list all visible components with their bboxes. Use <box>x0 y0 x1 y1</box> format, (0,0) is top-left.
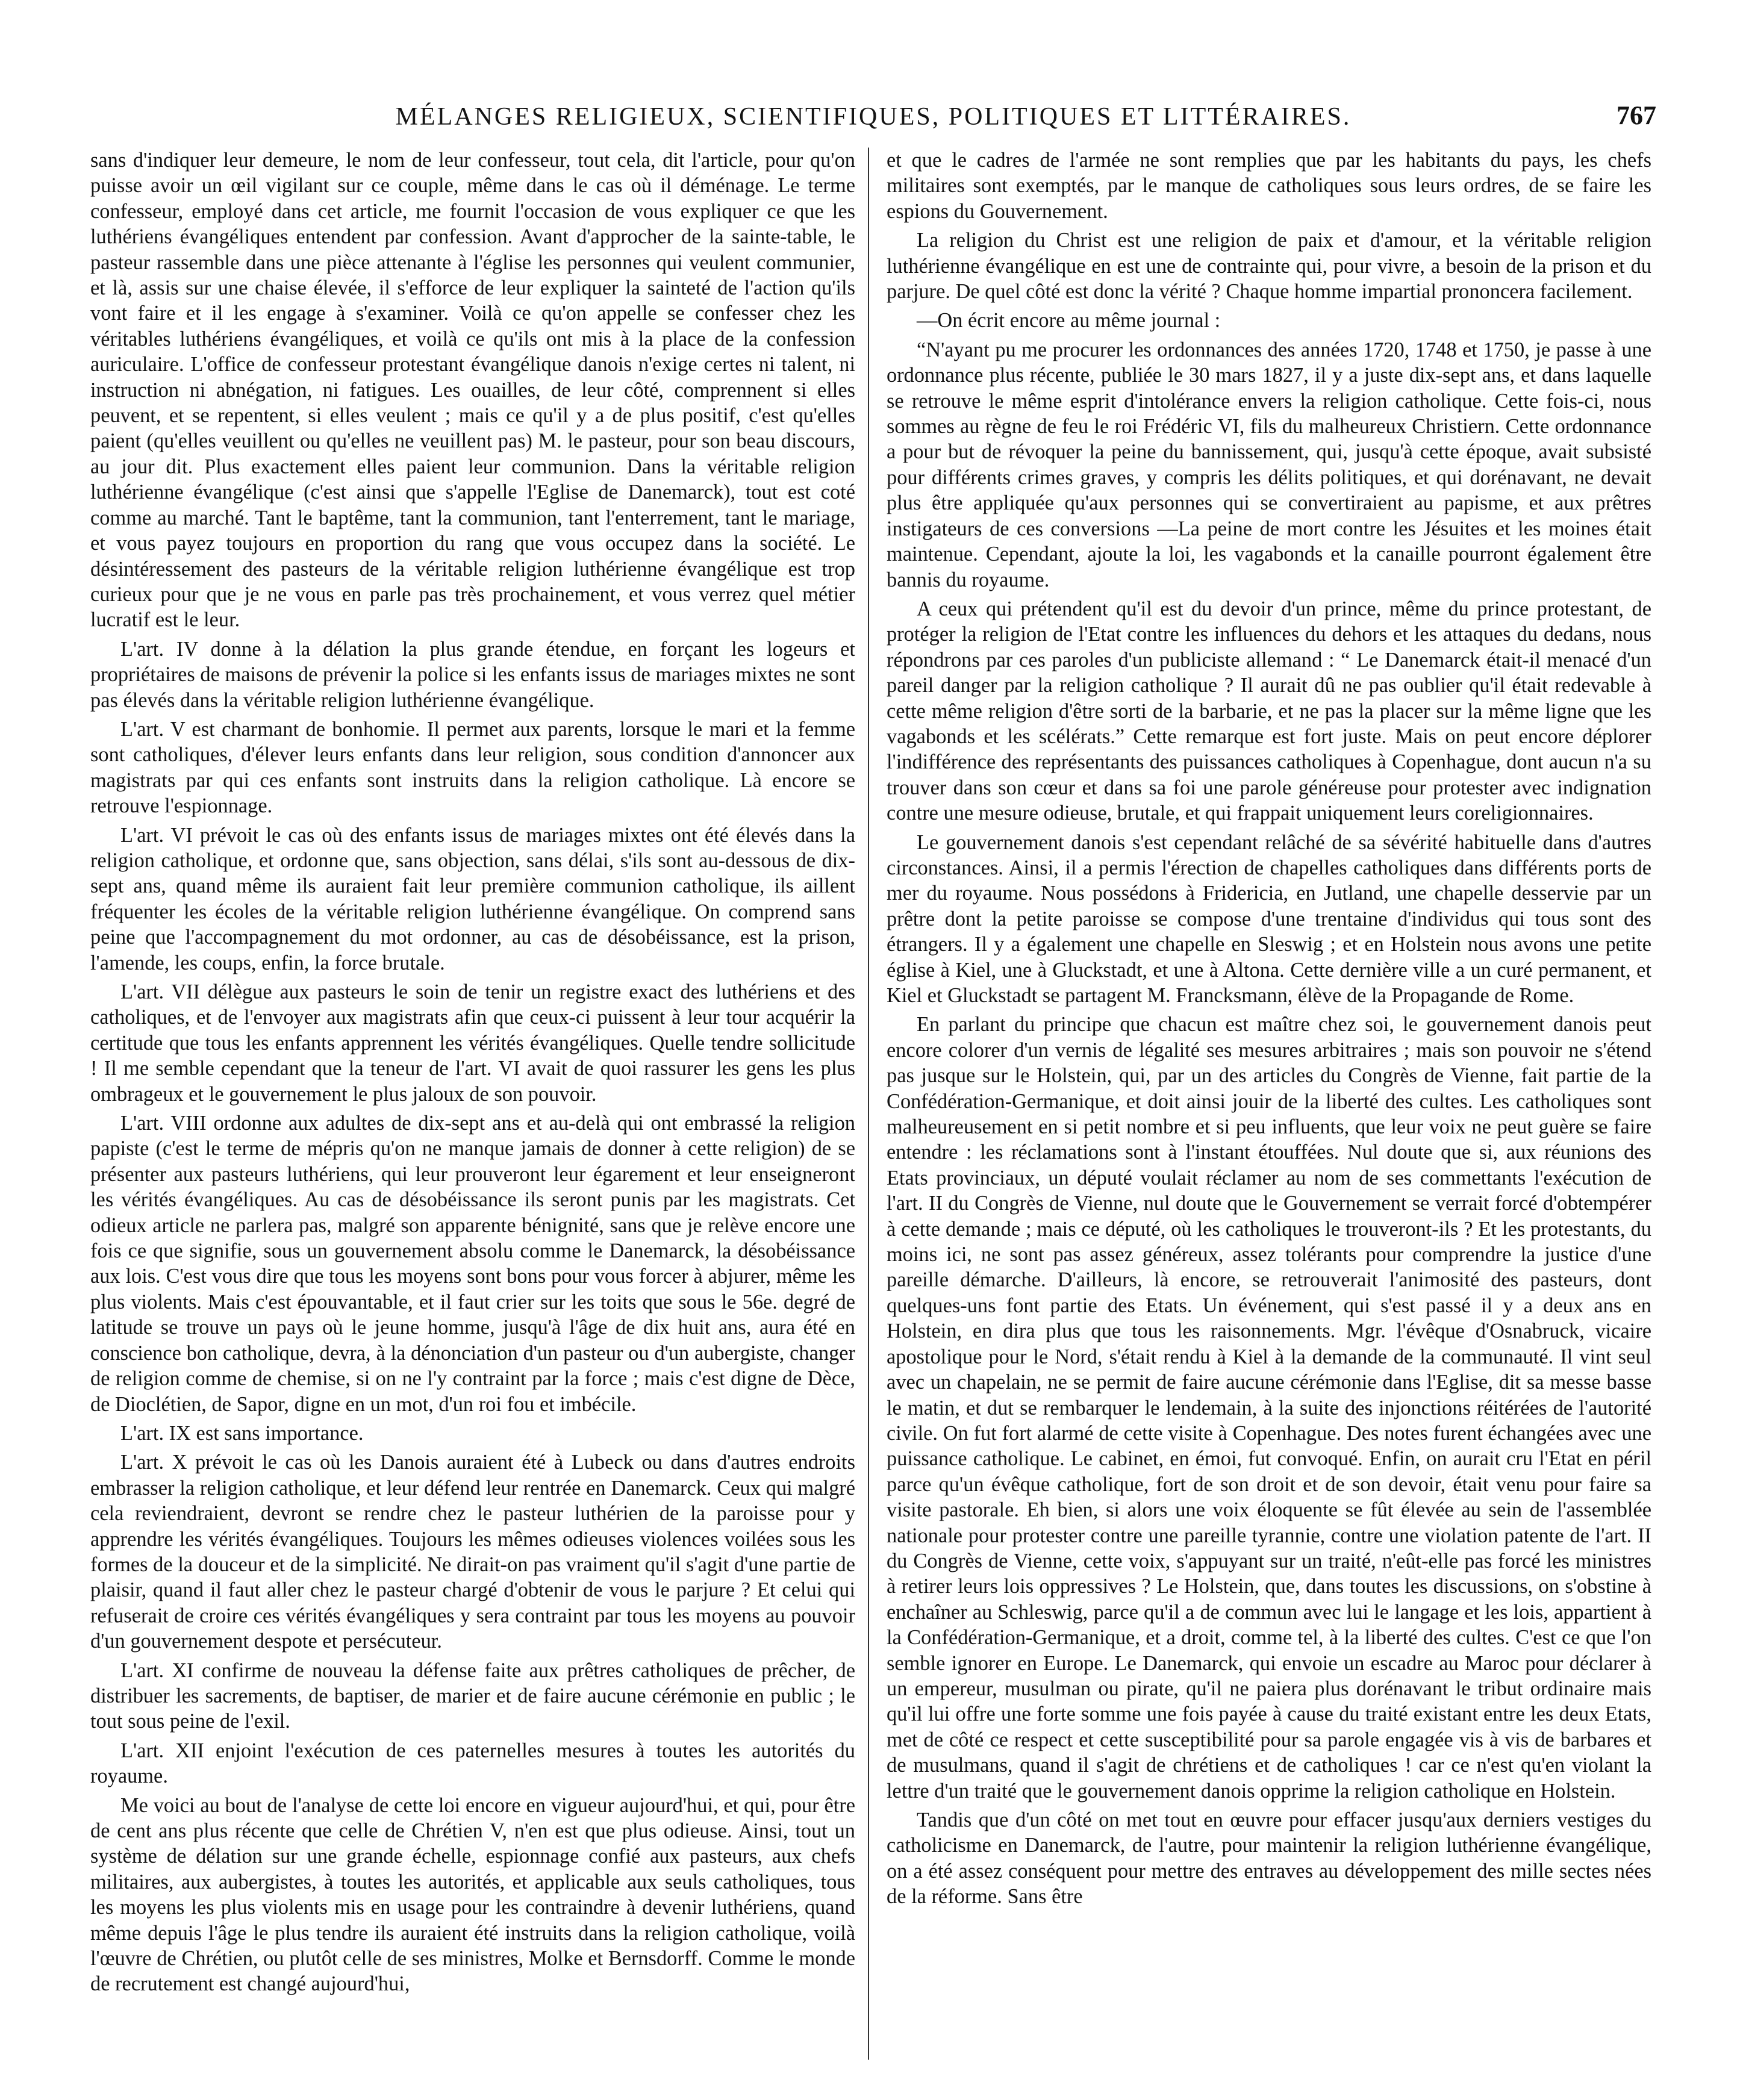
left-column <box>90 148 855 2060</box>
paragraph: L'art. XII enjoint l'exécution de ces paternelles mesures à toutes les autorités du royaume. <box>90 1739 855 1788</box>
right-column <box>887 148 1651 2060</box>
paragraph: La religion du Christ est une religion de paix et d'amour, et la véritable religion luthérienne évangélique en est une de contrainte qui, pour vivre, a besoin de la prison et du parjure. De quel côté est donc la vérité ? Chaque homme impartial prononcera facilement. <box>887 229 1651 304</box>
paragraph: L'art. VIII ordonne aux adultes de dix-sept ans et au-delà qui ont embrassé la religion papiste (c'est le terme de mépris qu'on ne manque jamais de donner à cette religion) de se présenter aux pasteurs luthériens, qui leur prouveront leur égarement et leur enseigneront les vérités évangéliques. Au cas de désobéissance ils seront punis par les magistrats. Cet odieux article ne parlera pas, malgré son apparente bénignité, sans que je relève encore une fois ce que signifie, sous un gouvernement absolu comme le Danemarck, la désobéissance aux lois. C'est vous dire que tous les moyens sont bons pour vous forcer à abjurer, même les plus violents. Mais c'est épouvantable, et il faut crier sur les toits que sous le 56e. degré de latitude se trouve un pays où le jeune homme, jusqu'à l'âge de dix huit ans, aura été en conscience bon catholique, devra, à la dénonciation d'un pasteur ou d'un aubergiste, changer de religion comme de chemise, si on ne l'y contraint par la force ; mais c'est digne de Dèce, de Dioclétien, de Sapor, digne en un mot, d'un roi fou et imbécile. <box>90 1112 855 1416</box>
page-number: 767 <box>1617 101 1656 130</box>
paragraph: L'art. IX est sans importance. <box>120 1421 364 1445</box>
running-title: MÉLANGES RELIGIEUX, SCIENTIFIQUES, POLITIQUES ET LITTÉRAIRES. <box>395 103 1352 131</box>
paragraph: L'art. V est charmant de bonhomie. Il permet aux parents, lorsque le mari et la femme sont catholiques, d'élever leurs enfants dans leur religion, sous condition d'annoncer aux magistrats par qui ces enfants sont instruits dans la religion catholique. Là encore se retrouve l'espionnage. <box>90 717 855 818</box>
paragraph: L'art. X prévoit le cas où les Danois auraient été à Lubeck ou dans d'autres endroits embrasser la religion catholique, et leur défend leur rentrée en Danemarck. Ceux qui malgré cela reviendraient, devront se rendre chez le pasteur luthérien de la paroisse pour y apprendre les vérités évangéliques. Toujours les mêmes odieuses violences voilées sous les formes de la douceur et de la simplicité. Ne dirait-on pas vraiment qu'il s'agit d'une partie de plaisir, quand il faut aller chez le pasteur chargé d'obtenir de vous le parjure ? Et celui qui refuserait de croire ces vérités évangéliques y sera contraint par tous les moyens au pouvoir d'un gouvernement despote et persécuteur. <box>90 1451 855 1653</box>
paragraph: sans d'indiquer leur demeure, le nom de leur confesseur, tout cela, dit l'article, pour qu'on puisse avoir un œil vigilant sur ce couple, même dans le cas où il déménage. Le terme confesseur, employé dans cet article, me fournit l'occasion de vous expliquer ce que les luthériens évangéliques entendent par confession. Avant d'approcher de la sainte-table, le pasteur rassemble dans une pièce attenante à l'église les personnes qui veulent communier, et là, assis sur une chaise élevée, il s'efforce de leur expliquer la sainteté de l'action qu'ils vont faire et il les engage à s'examiner. Voilà ce qu'on appelle se confesser chez les véritables luthériens évangéliques, et voilà ce qu'ils ont mis à la place de la confession auriculaire. L'office de confesseur protestant évangélique danois n'exige certes ni talent, ni instruction ni abnégation, ni fatigues. Les ouailles, de leur côté, comprennent si elles peuvent, et se repentent, si elles veulent ; mais ce qu'il y a de plus positif, c'est qu'elles paient (qu'elles veuillent ou qu'elles ne veuillent pas) M. le pasteur, pour son beau discours, au jour dit. Plus exactement elles paient leur communion. Dans la véritable religion luthérienne évangélique (c'est ainsi que s'appelle l'Eglise de Danemarck), tout est coté comme au marché. Tant le baptême, tant la communion, tant l'enterrement, tant le mariage, et vous payez toujours en proportion du rang que vous occupez dans la société. Le désintéressement des pasteurs de la véritable religion luthérienne évangélique est trop curieux pour que je ne vous en parle pas très prochainement, et vous verrez quel métier lucratif est le leur. <box>90 149 855 632</box>
paragraph: L'art. VII délègue aux pasteurs le soin de tenir un registre exact des luthériens et des catholiques, et de l'envoyer aux magistrats afin que ceux-ci puissent à leur tour acquérir la certitude que tous les enfants apprennent les vérités évangéliques. Quelle tendre sollicitude ! Il me semble cependant que la teneur de l'art. VI avait de quoi rassurer les gens les plus ombrageux et le gouvernement le plus jaloux de son pouvoir. <box>90 980 855 1106</box>
paragraph: En parlant du principe que chacun est maître chez soi, le gouvernement danois peut encore colorer d'un vernis de légalité ses mesures arbitraires ; mais son pouvoir ne s'étend pas jusque sur le Holstein, qui, par un des articles du Congrès de Vienne, fait partie de la Confédération-Germanique, et doit ainsi jouir de la liberté des cultes. Les catholiques sont malheureusement en si petit nombre et si peu influents, que leur voix ne peut guère se faire entendre : les réclamations sont à l'instant étouffées. Nul doute que si, aux réunions des Etats provinciaux, un député voulait réclamer au nom de ses commettants l'exécution de l'art. II du Congrès de Vienne, nul doute que le Gouvernement se verrait forcé d'obtempérer à cette demande ; mais ce député, où les catholiques le trouveront-ils ? Et les protestants, du moins ici, ne sont pas assez généreux, assez tolérants pour comprendre la justice d'une pareille démarche. D'ailleurs, là encore, se retrouverait l'animosité des pasteurs, dont quelques-uns font partie des Etats. Un événement, qui s'est passé il y a deux ans en Holstein, en dira plus que tous les raisonnements. Mgr. l'évêque d'Osnabruck, vicaire apostolique pour le Nord, s'était rendu à Kiel à la demande de la communauté. Il vint seul avec un chapelain, ne se permit de faire aucune cérémonie dans l'Eglise, dit sa messe basse le matin, et dut se rembarquer le lendemain, à la suite des injonctions réitérées de l'autorité civile. On fut fort alarmé de cette visite à Copenhague. Des notes furent échangées avec une puissance catholique. Le cabinet, en émoi, fut convoqué. Enfin, on aurait cru l'Etat en péril parce qu'un évêque catholique, fort de son droit et de son devoir, était venu pour faire sa visite pastorale. Eh bien, si alors une voix éloquente se fût élevée au sein de l'assemblée nationale pour protester contre une pareille tyrannie, contre une violation patente de l'art. II du Congrès de Vienne, cette voix, s'appuyant sur un traité, n'eût-elle pas forcé les ministres à retirer leurs lois oppressives ? Le Holstein, que, dans toutes les discussions, on s'obstine à enchaîner au Schleswig, parce qu'il a de commun avec lui le langage et les lois, appartient à la Confédération-Germanique, et a droit, comme tel, à la liberté des cultes. C'est ce que l'on semble ignorer en Europe. Le Danemarck, qui envoie un escadre au Maroc pour déclarer à un empereur, musulman ou pirate, qu'il ne paiera plus dorénavant le tribut ordinaire mais qu'il lui offre une forte somme une fois payée à cause du traité existant entre les deux Etats, met de côté ce respect et cette susceptibilité pour sa parole engagée vis à vis de barbares et de musulmans, quand il s'agit de chrétiens et de catholiques ! car ce n'est qu'en violant la lettre d'un traité que le gouvernement danois opprime la religion catholique en Holstein. <box>887 1013 1651 1802</box>
column-divider <box>868 148 869 2060</box>
paragraph: Tandis que d'un côté on met tout en œuvre pour effacer jusqu'aux derniers vestiges du catholicisme en Danemarck, de l'autre, pour maintenir la religion luthérienne évangélique, on a été assez conséquent pour mettre des entraves au développement des mille sectes nées de la réforme. Sans être <box>887 1809 1651 1908</box>
paragraph: Le gouvernement danois s'est cependant relâché de sa sévérité habituelle dans d'autres circonstances. Ainsi, il a permis l'érection de chapelles catholiques dans différents ports de mer du royaume. Nous possédons à Fridericia, en Jutland, une chapelle desservie par un prêtre dont la petite paroisse se compose d'une trentaine d'individus qui tous sont des étrangers. Il y a également une chapelle en Sleswig ; et en Holstein nous avons une petite église à Kiel, une à Gluckstadt, et une à Altona. Cette dernière ville a un curé permanent, et Kiel et Gluckstadt se partagent M. Francksmann, élève de la Propagande de Rome. <box>887 830 1651 1007</box>
paragraph: L'art. IV donne à la délation la plus grande étendue, en forçant les logeurs et propriétaires de maisons de prévenir la police si les enfants issus de mariages mixtes ne sont pas élevés dans la véritable religion luthérienne évangélique. <box>90 637 855 712</box>
paragraph: et que le cadres de l'armée ne sont remplies que par les habitants du pays, les chefs militaires sont exemptés, par le manque de catholiques sous leurs ordres, de se faire les espions du Gouvernement. <box>887 149 1651 223</box>
paragraph: A ceux qui prétendent qu'il est du devoir d'un prince, même du prince protestant, de protéger la religion de l'Etat contre les influences du dehors et les attaques du dedans, nous répondrons par ces paroles d'un publiciste allemand : “ Le Danemarck était-il menacé d'un pareil danger par la religion catholique ? Il aurait dû ne pas oublier qu'il était redevable à cette même religion d'être sorti de la barbarie, et ne pas la placer sur la même ligne que les vagabonds et les scélérats.” Cette remarque est fort juste. Mais on peut encore déplorer l'indifférence des représentants des puissances catholiques à Copenhague, dont aucun n'a su trouver dans son cœur et dans sa foi une parole généreuse pour protester avec indignation contre une mesure odieuse, brutale, et qui frappait uniquement leurs coreligionnaires. <box>887 597 1651 825</box>
paragraph: L'art. XI confirme de nouveau la défense faite aux prêtres catholiques de prêcher, de distribuer les sacrements, de baptiser, de marier et de faire aucune cérémonie en public ; le tout sous peine de l'exil. <box>90 1659 855 1733</box>
paragraph: L'art. VI prévoit le cas où des enfants issus de mariages mixtes ont été élevés dans la religion catholique, et ordonne que, sans objection, sans délai, s'ils sont au-dessous de dix-sept ans, quand même ils auraient fait leur première communion catholique, ils aillent fréquenter les écoles de la véritable religion luthérienne évangélique. On comprend sans peine que l'accompagnement du mot ordonner, au cas de désobéissance, est la prison, l'amende, les coups, enfin, la force brutale. <box>90 823 855 974</box>
paragraph: “N'ayant pu me procurer les ordonnances des années 1720, 1748 et 1750, je passe à une ordonnance plus récente, publiée le 30 mars 1827, il y a juste dix-sept ans, et dans laquelle se retrouve le même esprit d'intolérance envers la religion catholique. Cette fois-ci, nous sommes au règne de feu le roi Frédéric VI, fils du malheureux Christiern. Cette ordonnance a pour but de révoquer la peine du bannissement, qui, jusqu'à cette époque, avait subsisté pour différents crimes graves, y compris les délits politiques, et qui dorénavant, ne devait plus être appliquée qu'aux personnes qui se convertiraient au papisme, et aux prêtres instigateurs de ces conversions —La peine de mort contre les Jésuites et les moines était maintenue. Cependant, ajoute la loi, les vagabonds et la canaille pourront également être bannis du royaume. <box>887 338 1651 591</box>
page-header <box>90 102 1656 145</box>
paragraph: Me voici au bout de l'analyse de cette loi encore en vigueur aujourd'hui, et qui, pour être de cent ans plus récente que celle de Chrétien V, n'en est que plus odieuse. Ainsi, tout un système de délation sur une grande échelle, espionnage confié aux pasteurs, aux chefs militaires, aux aubergistes, à toutes les autorités, et applicable aux seuls catholiques, tous les moyens les plus violents mis en usage pour les contraindre à devenir luthériens, quand même depuis l'âge le plus tendre ils auraient été instruits dans la religion catholique, voilà l'œuvre de Chrétien, ou plutôt celle de ses ministres, Molke et Bernsdorff. Comme le monde de recrutement est changé aujourd'hui, <box>90 1793 855 1996</box>
paragraph: —On écrit encore au même journal : <box>917 309 1221 332</box>
